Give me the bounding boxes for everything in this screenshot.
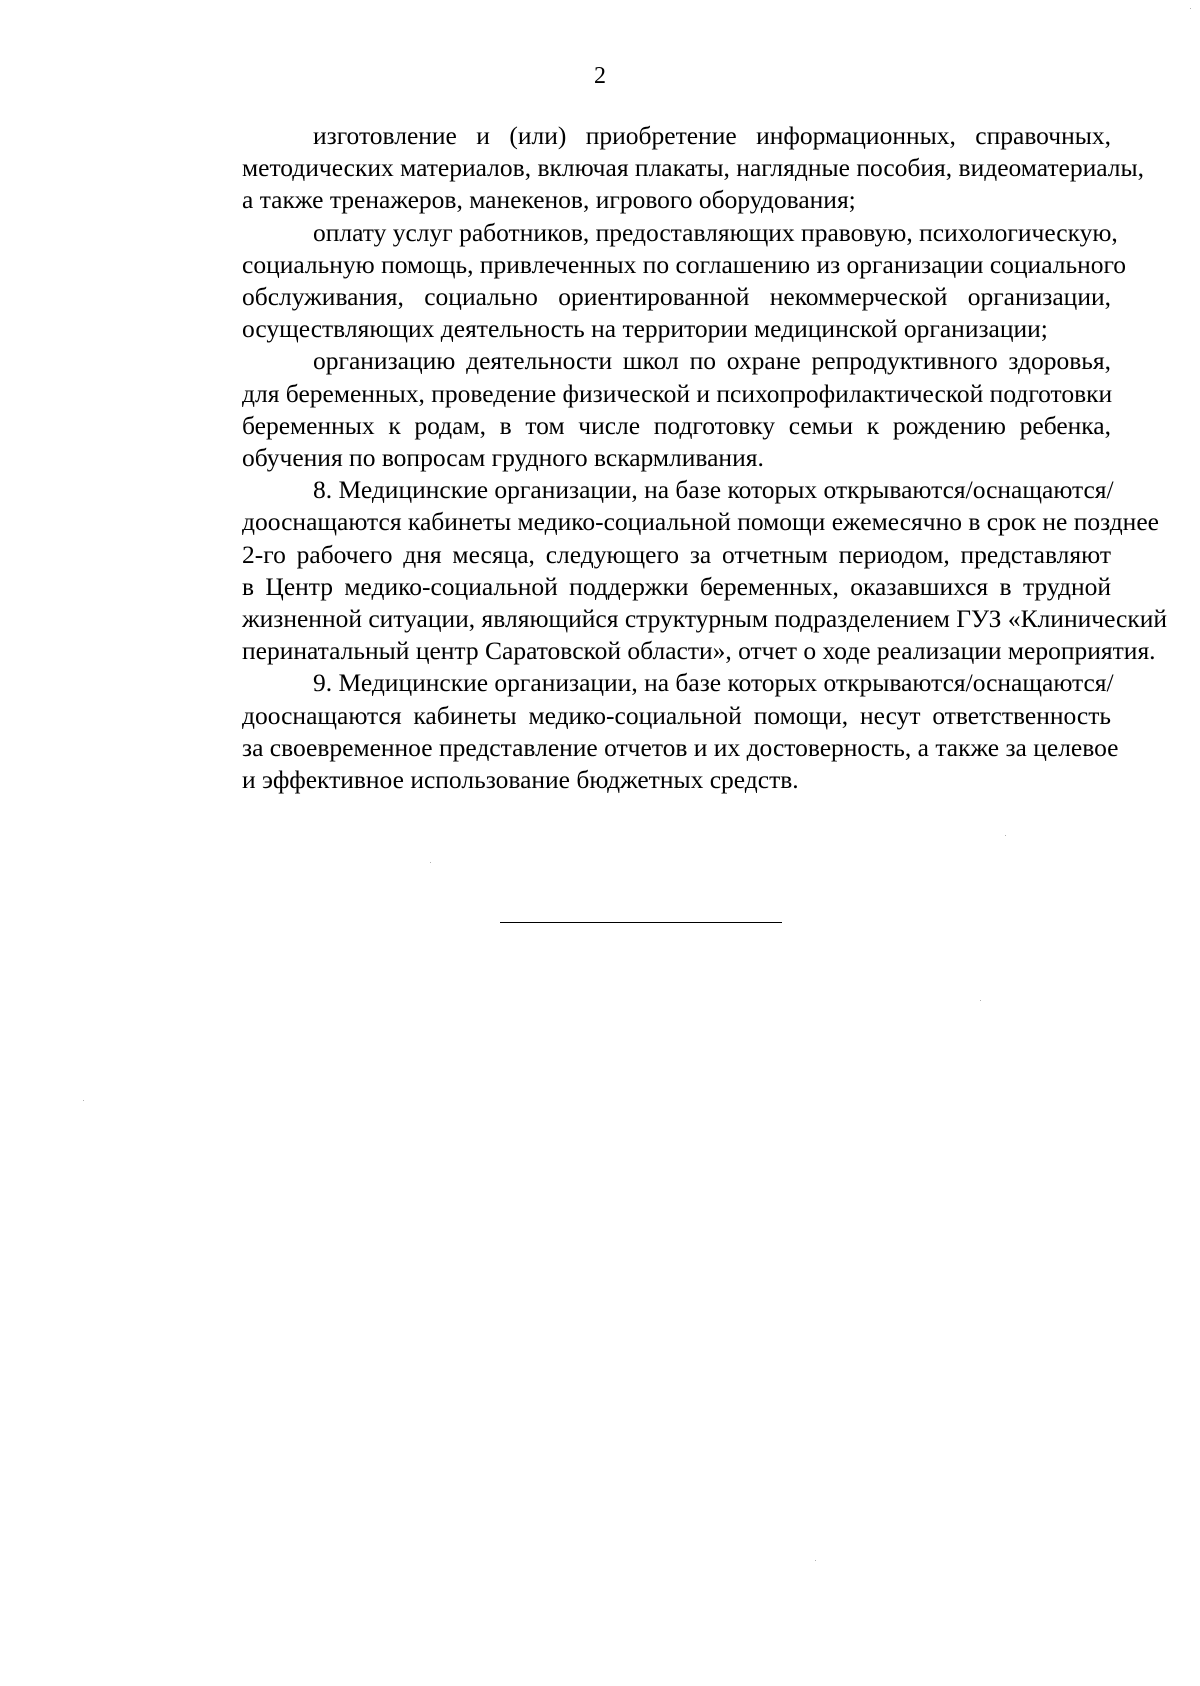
paragraph-line: 8. Медицинские организации, на базе которых открываются/оснащаются/ xyxy=(313,475,1114,505)
paragraph-line: осуществляющих деятельность на территории медицинской организации; xyxy=(242,314,1048,344)
paragraph-line: дооснащаются кабинеты медико-социальной помощи ежемесячно в срок не позднее xyxy=(242,507,1159,537)
scan-speck xyxy=(83,1100,84,1101)
paragraph-line: методических материалов, включая плакаты, наглядные пособия, видеоматериалы, xyxy=(242,153,1145,183)
paragraph-line: организацию деятельности школ по охране репродуктивного здоровья, xyxy=(313,346,1111,376)
scan-speck xyxy=(980,1000,981,1001)
closing-divider xyxy=(500,922,782,923)
paragraph-item-8 xyxy=(171,474,1168,667)
scan-speck xyxy=(430,862,431,863)
paragraph-line: за своевременное представление отчетов и их достоверность, а также за целевое xyxy=(242,732,1119,762)
paragraph-line: 9. Медицинские организации, на базе которых открываются/оснащаются/ xyxy=(313,668,1114,698)
paragraph-line: в Центр медико-социальной поддержки беременных, оказавшихся в трудной xyxy=(242,571,1111,601)
paragraph-line: дооснащаются кабинеты медико-социальной помощи, несут ответственность xyxy=(242,700,1111,730)
document-body xyxy=(171,120,1168,796)
paragraph-line: для беременных, проведение физической и психопрофилактической подготовки xyxy=(242,378,1113,408)
paragraph-materials xyxy=(171,120,1145,217)
paragraph-item-9 xyxy=(171,667,1119,796)
paragraph-line: и эффективное использование бюджетных средств. xyxy=(242,765,799,795)
scan-speck xyxy=(815,1560,816,1561)
scan-speck xyxy=(1190,8,1191,9)
paragraph-line: жизненной ситуации, являющийся структурным подразделением ГУЗ «Клинический xyxy=(242,604,1168,634)
paragraph-line: изготовление и (или) приобретение информационных, справочных, xyxy=(313,121,1111,150)
paragraph-line: обучения по вопросам грудного вскармливания. xyxy=(242,443,764,473)
paragraph-line: перинатальный центр Саратовской области», отчет о ходе реализации мероприятия. xyxy=(242,636,1156,666)
paragraph-schools xyxy=(171,345,1111,474)
paragraph-line: а также тренажеров, манекенов, игрового оборудования; xyxy=(242,185,856,215)
scan-speck xyxy=(1005,835,1006,836)
paragraph-line: беременных к родам, в том числе подготовку семьи к рождению ребенка, xyxy=(242,410,1111,440)
paragraph-line: обслуживания, социально ориентированной некоммерческой организации, xyxy=(242,282,1111,312)
page-number: 2 xyxy=(594,63,606,89)
paragraph-line: оплату услуг работников, предоставляющих правовую, психологическую, xyxy=(313,217,1118,247)
paragraph-line: социальную помощь, привлеченных по соглашению из организации социального xyxy=(242,249,1127,279)
paragraph-services xyxy=(171,217,1127,346)
paragraph-line: 2-го рабочего дня месяца, следующего за отчетным периодом, представляют xyxy=(242,539,1111,569)
